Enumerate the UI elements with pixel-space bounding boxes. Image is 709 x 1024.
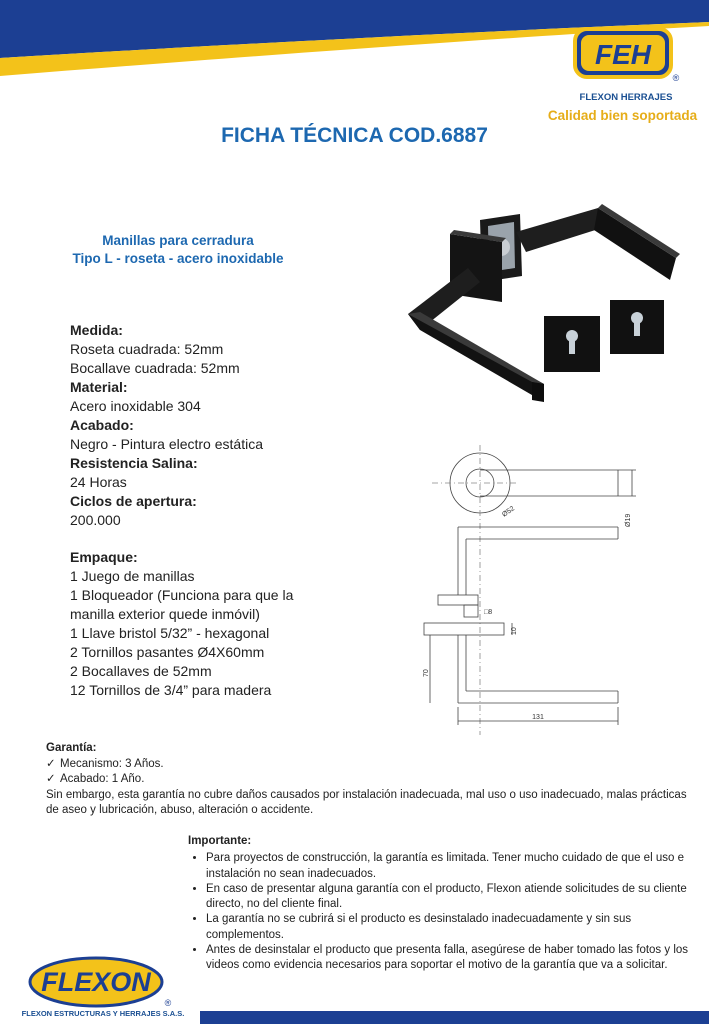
spec-list [70, 321, 263, 530]
packaging-item: 2 Tornillos pasantes Ø4X60mm [70, 644, 265, 660]
feh-logo [572, 26, 682, 82]
escutcheon-right [610, 300, 664, 354]
dim-131: 131 [532, 714, 544, 721]
spec-ciclos-label: Ciclos de apertura: [70, 493, 197, 509]
guarantee-section [46, 741, 696, 819]
important-list [188, 851, 703, 973]
spec-acabado-label: Acabado: [70, 417, 134, 433]
brand-name: FLEXON HERRAJES [579, 92, 673, 103]
tagline: Calidad bien soportada [547, 108, 698, 123]
spec-acabado: Negro - Pintura electro estática [70, 436, 263, 452]
packaging-label: Empaque: [70, 549, 138, 565]
spec-material-label: Material: [70, 379, 128, 395]
product-photo [398, 196, 698, 416]
flexon-logo [28, 956, 174, 1008]
page-title: FICHA TÉCNICA COD.6887 [221, 124, 488, 147]
important-item: • Para proyectos de construcción, la garantía es limitada. Tener mucho cuidado de que el uso e instalación no sean inadecuados. [206, 851, 703, 882]
important-item: • La garantía no se cubrirá si el producto es desinstalado inadecuadamente y sin sus complementos. [206, 912, 703, 943]
flexon-registered-mark: ® [164, 998, 172, 1008]
spec-medida-label: Medida: [70, 322, 123, 338]
packaging-list [70, 548, 293, 700]
product-subtitle-line1: Manillas para cerradura [102, 233, 254, 248]
guarantee-item-text: Acabado: 1 Año. [60, 773, 145, 785]
guarantee-label: Garantía: [46, 742, 97, 754]
spec-material: Acero inoxidable 304 [70, 398, 201, 414]
spec-bocallave: Bocallave cuadrada: 52mm [70, 360, 240, 376]
packaging-item: 1 Llave bristol 5/32” - hexagonal [70, 625, 270, 641]
guarantee-text: Sin embargo, esta garantía no cubre daños causados por instalación inadecuada, mal uso o uso inadecuado, malas prácticas de aseo y lubricación, abuso, alteración o accidente. [46, 788, 687, 816]
feh-registered-mark: ® [672, 73, 680, 82]
spec-resistencia: 24 Horas [70, 474, 127, 490]
important-section [188, 834, 703, 974]
product-subtitle-line2: Tipo L - roseta - acero inoxidable [72, 251, 284, 266]
guarantee-item [46, 772, 696, 788]
packaging-item: 1 Bloqueador (Funciona para que la [70, 587, 294, 603]
spec-ciclos: 200.000 [70, 512, 121, 528]
dim-8: □8 [484, 609, 493, 616]
company-name: FLEXON ESTRUCTURAS Y HERRAJES S.A.S. [21, 1009, 185, 1018]
important-label: Importante: [188, 835, 252, 847]
dim-19: Ø19 [625, 513, 632, 527]
guarantee-item-text: Mecanismo: 3 Años. [60, 757, 164, 770]
important-item: • Antes de desinstalar el producto que presenta falla, asegúrese de haber tomado las fotos y los videos como evidencia necesarios para soportar el motivo de la garantía que va a solicitar. [206, 943, 703, 974]
spec-roseta: Roseta cuadrada: 52mm [70, 341, 224, 357]
packaging-item: manilla exterior quede inmóvil) [70, 606, 260, 622]
dim-70: 70 [423, 669, 430, 677]
flexon-logo-text: FLEXON [41, 967, 151, 997]
escutcheon-left [544, 316, 600, 372]
footer-bar [200, 1011, 709, 1024]
check-icon: ✓ [46, 773, 56, 785]
dim-diameter: Ø52 [501, 505, 516, 519]
technical-drawing [418, 445, 658, 735]
feh-logo-text: FEH [595, 39, 651, 70]
guarantee-item [46, 757, 696, 773]
packaging-item: 2 Bocallaves de 52mm [70, 663, 212, 679]
dim-10: 10 [511, 627, 518, 635]
check-icon: ✓ [46, 757, 56, 770]
packaging-item: 12 Tornillos de 3/4” para madera [70, 682, 272, 698]
important-item: • En caso de presentar alguna garantía con el producto, Flexon atiende solicitudes de su cliente directo, no del cliente final. [206, 882, 703, 913]
spec-resistencia-label: Resistencia Salina: [70, 455, 198, 471]
packaging-item: 1 Juego de manillas [70, 568, 195, 584]
